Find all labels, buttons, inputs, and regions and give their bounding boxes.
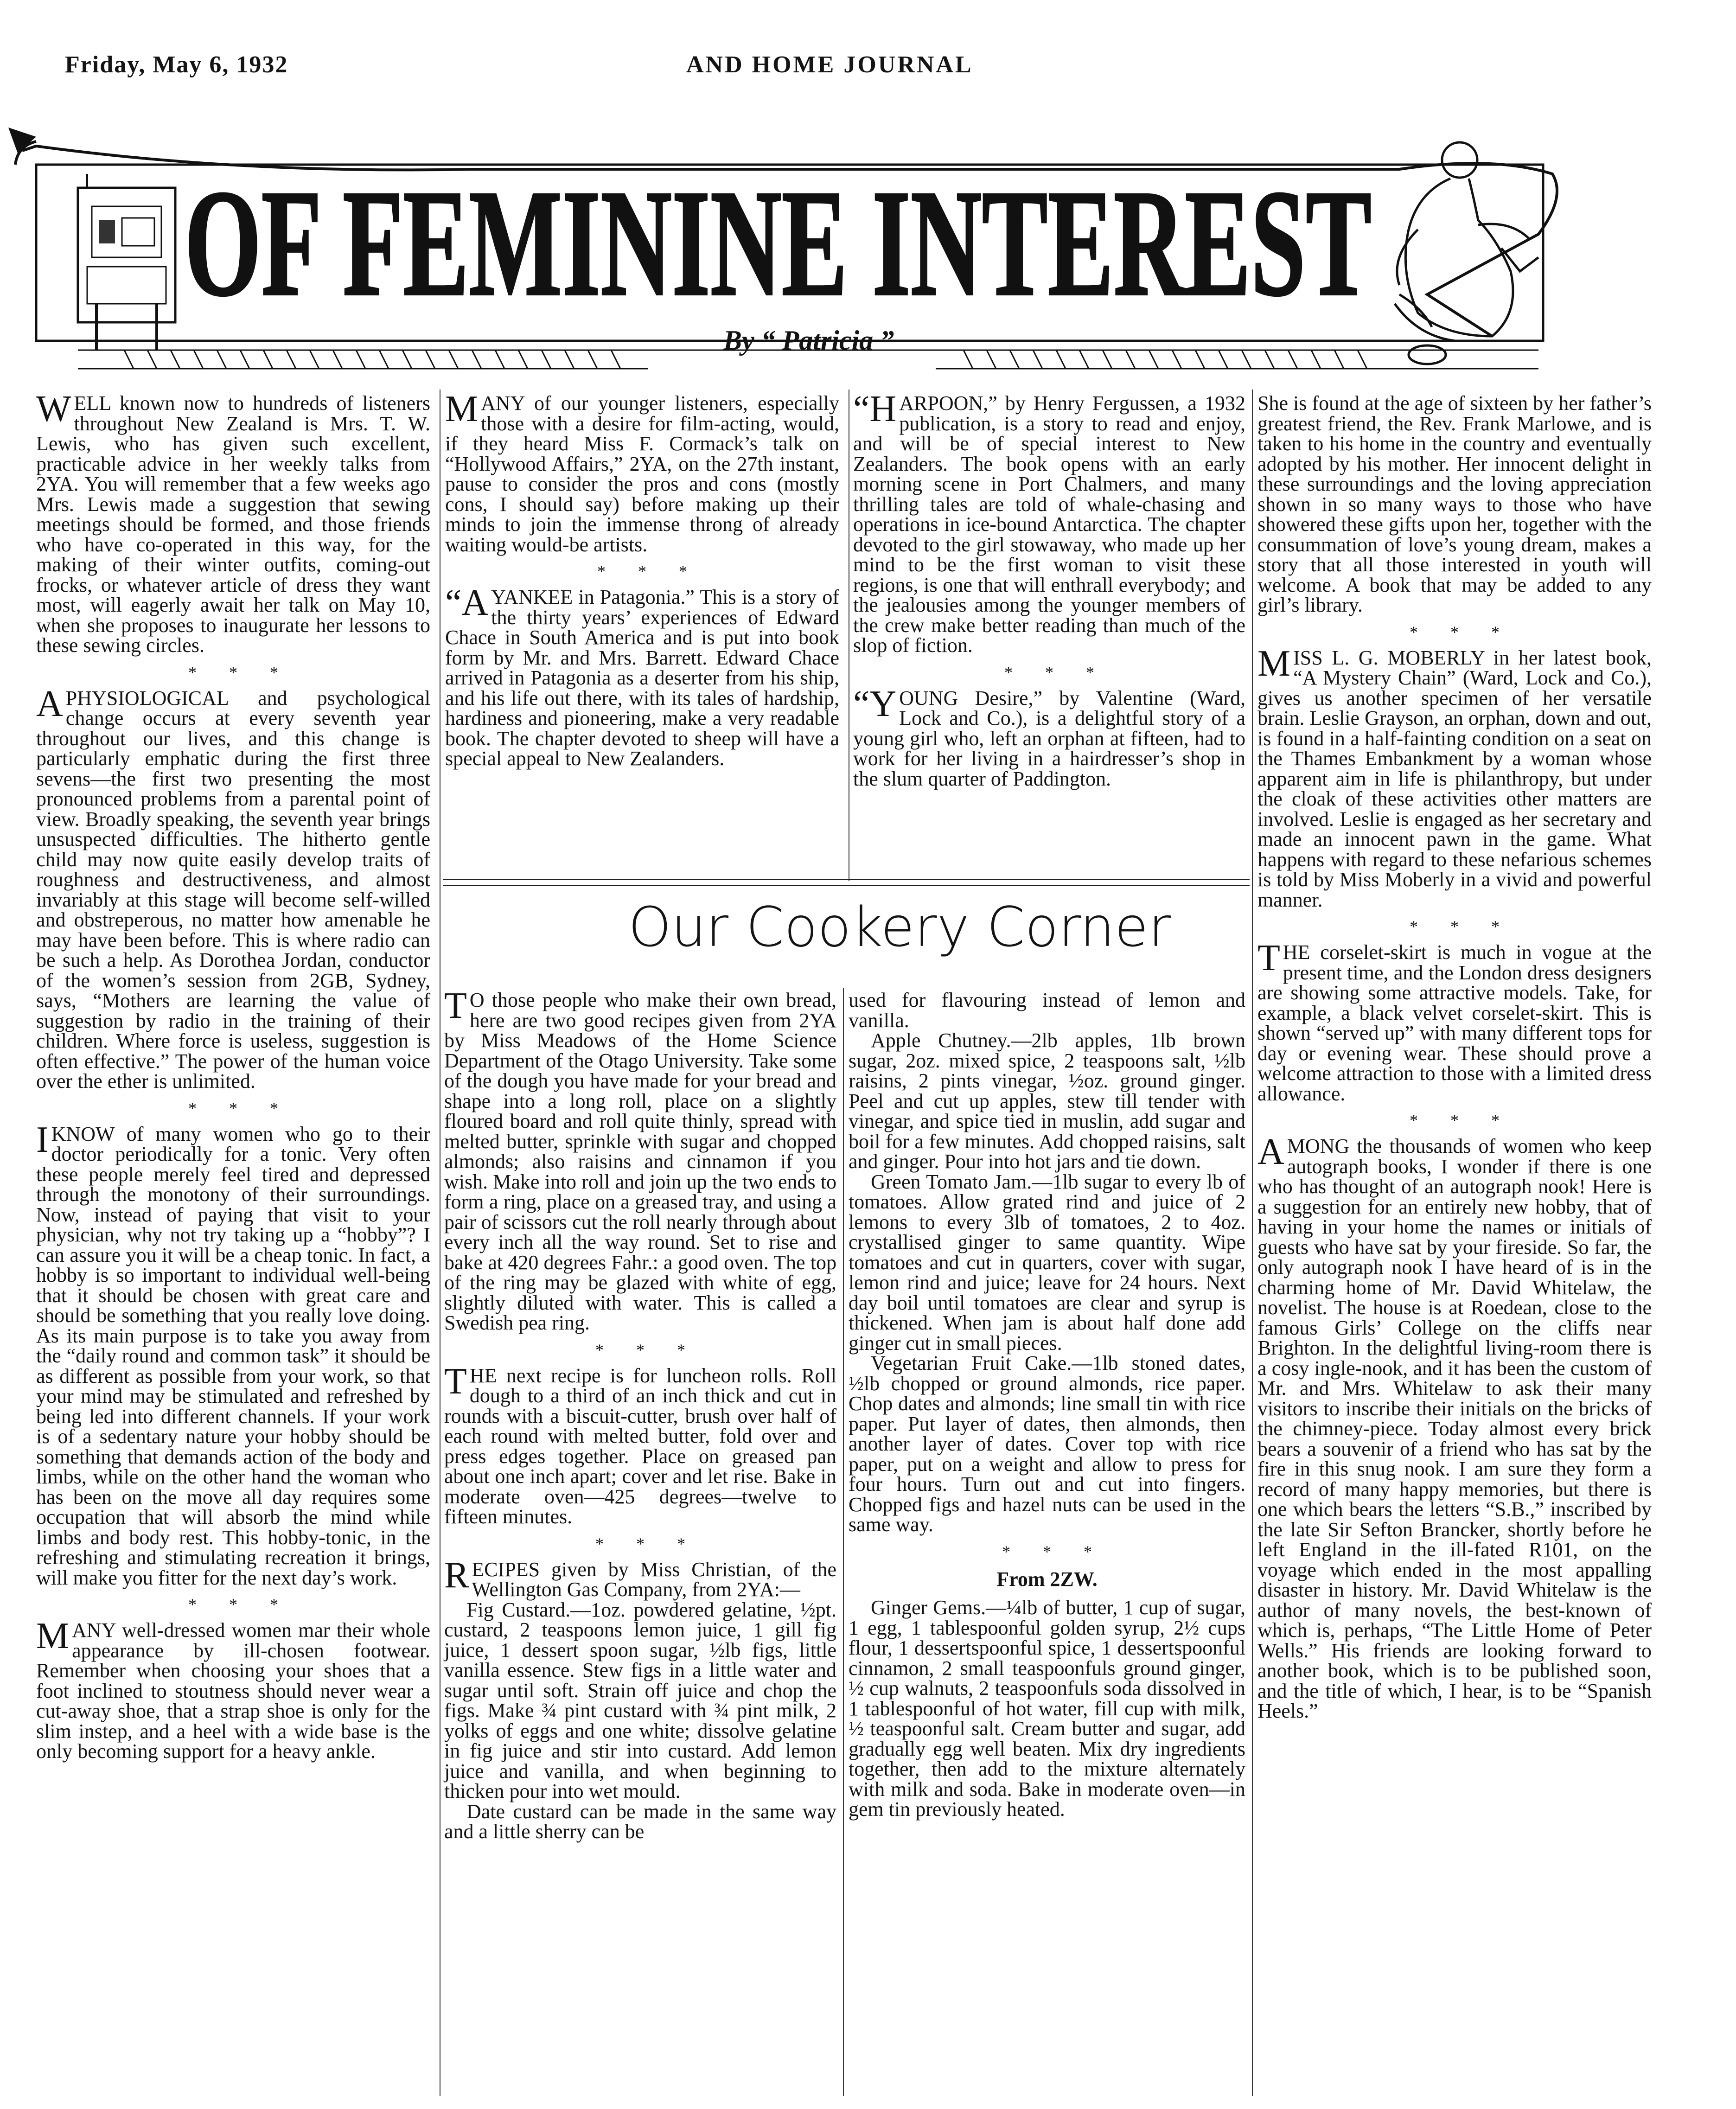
column-4 xyxy=(1257,393,1652,1721)
recipe-date-custard: Date custard can be made in the same way and a little sherry can be xyxy=(444,1800,836,1843)
title-letters xyxy=(185,159,1372,328)
article-footwear: MANY well-dressed women mar their whole appearance by ill-chosen footwear. Remember when choosing your shoes that a foot inclined to stoutness should never wear a cut-away shoe, that a strap shoe is only for the slim instep, and a heel with a wide base is the only becoming support for a heavy ankle. xyxy=(36,1616,430,1763)
article-seventh-year: APHYSIOLOGICAL and psychological change occurs at every seventh year throughout our lives, and this change is particularly emphatic during the first three sevens—the first two presenting the most pronounced problems from a parental point of view. Broadly speaking, the seventh year brings unsuspected difficulties. The hitherto gentle child may now quite easily develop traits of roughness and destructiveness, and almost invariably at this stage will become self-willed and obstreperous, no matter how amenable he may have been before. This is where radio can be such a help. As Dorothea Jordan, conductor of the women’s session from 2GB, Sydney, says, “Mothers are learning the value of suggestion by radio in the training of their children. Where force is useless, suggestion is often effective.” The power of the human voice over the ether is unlimited. xyxy=(36,683,430,1093)
recipe-fig-custard: Fig Custard.—1oz. powdered gelatine, ½pt. custard, 2 teaspoons lemon juice, 1 gill fig juice, 1 dessert spoon sugar, ½lb figs, little vanilla essence. Stew figs in a little water and sugar until soft. Strain off juice and chop the figs. Make ¾ pint custard with ¾ pint milk, 2 yolks of eggs and one white; dissolve gelatine in fig juice and stir into custard. Add lemon juice and vanilla, and when beginning to thicken pour into wet mould. xyxy=(444,1598,836,1802)
recipe-apple-chutney: Apple Chutney.—2lb apples, 1lb brown sugar, 2oz. mixed spice, 2 teaspoons salt, ½lb raisins, 2 pints vinegar, ½oz. ground ginger. Peel and cut up apples, stew till tender with vinegar, and spice tied in muslin, add sugar and boil for a few minutes. Add chopped raisins, salt and ginger. Pour into hot jars and tie down. xyxy=(849,1029,1245,1173)
article-hollywood-affairs: MANY of our younger listeners, especially those with a desire for film-acting, would, if they heard Miss F. Cormack’s talk on “Hollywood Affairs,” 2YA, on the 27th instant, pause to consider the pros and cons (mostly cons, I should say) before making up their minds to join the immense throng of already waiting would-be artists. xyxy=(445,389,839,556)
article-harpoon: “HARPOON,” by Henry Fergussen, a 1932 publication, is a story to read and enjoy, and will be of special interest to New Zealanders. The book opens with an early morning scene in Port Chalmers, and many thrilling tales are told of whale-chasing and operations in ice-bound Antarctica. The chapter devoted to the girl stowaway, who made up her mind to be the first woman to visit these regions, is one that will enthrall everybody; and the jealousies among the younger members of the crew make better reading than much of the slop of fiction. xyxy=(853,389,1245,657)
article-hobby-tonic: IKNOW of many women who go to their doctor periodically for a tonic. Very often these people merely feel tired and depressed through the monotony of their surroundings. Now, instead of paying that visit to your physician, why not try taking up a “hobby”? I can assure you it will be a cheap tonic. In fact, a hobby is so important to individual well-being that it should be chosen with great care and should be something that you really love doing. As its main purpose is to take you away from the “daily round and common task” it should be as different as possible from your work, so that your mind may be stimulated and refreshed by being led into different channels. If your work is of a sedentary nature your hobby should be something that demands action of the body and limbs, while on the other hand the woman who has been on the move all day requires some occupation that will absorb the mind while limbs and body rest. This hobby-tonic, in the refreshing and stimulating recreation it brings, will make you fitter for the next day’s work. xyxy=(36,1119,430,1589)
section-stars: *** xyxy=(595,1340,718,1359)
section-stars: *** xyxy=(1002,1542,1124,1561)
cookery-divider-rule xyxy=(443,879,1250,886)
article-yankee-patagonia: “AYANKEE in Patagonia.” This is a story of the thirty years’ experiences of Edward Chace in South America and is put into book form by Mr. and Mrs. Barrett. Edward Chace arrived in Patagonia as a deserter from his ship, and his life out there, with its tales of hardship, hardiness and pioneering, make a very readable book. The chapter devoted to sheep will have a special appeal to New Zealanders. xyxy=(445,582,839,770)
section-stars: *** xyxy=(188,1099,311,1118)
article-young-desire-cont: She is found at the age of sixteen by her father’s greatest friend, the Rev. Frank Marlowe, and is taken to his home in the country and eventually adopted by his mother. Her innocent delight in these surroundings and the loving appreciation shown in so many ways to those who have showered these gifts upon her, together with the consummation of love’s young dream, makes a story that all those interested in youth will welcome. A book that may be added to any girl’s library. xyxy=(1257,392,1652,616)
section-stars: *** xyxy=(1004,663,1127,682)
recipes-intro: RECIPES given by Miss Christian, of the Wellington Gas Company, from 2YA:— xyxy=(444,1554,836,1601)
header-date: Friday, May 6, 1932 xyxy=(65,51,288,78)
article-sewing-circles: WELL known now to hundreds of listeners throughout New Zealand is Mrs. T. W. Lewis, who has given such excellent, practicable advice in her weekly talks from 2YA. You will remember that a few weeks ago Mrs. Lewis made a suggestion that sewing meetings should be formed, and those friends who have co-operated in this way, for the making of their winter outfits, coming-out frocks, or whatever article of dress they want most, will eagerly await her talk on May 10, when she proposes to inaugurate her lessons to these sewing circles. xyxy=(36,389,430,657)
section-stars: *** xyxy=(188,663,311,682)
recipe-green-tomato-jam: Green Tomato Jam.—1lb sugar to every lb of tomatoes. Allow grated rind and juice of 2 lemons to every 3lb of tomatoes, 2 to 4oz. crystallised ginger to same quantity. Wipe tomatoes and cut in quarters, cover with sugar, lemon rind and juice; leave for 24 hours. Next day boil until tomatoes are clear and syrup is thickened. When jam is about half done add ginger cut in small pieces. xyxy=(849,1170,1245,1355)
article-mystery-chain: MISS L. G. MOBERLY in her latest book, “A Mystery Chain” (Ward, Lock and Co.), gives us another specimen of her versatile brain. Leslie Grayson, an orphan, down and out, is found in a half-fainting condition on a seat on the Thames Embankment by a woman whose apparent aim in life is philanthropy, but under the cloak of these activities other matters are involved. Leslie is engaged as her secretary and made an innocent pawn in the game. What happens with regard to these nefarious schemes is told by Miss Moberly in a vivid and powerful manner. xyxy=(1257,643,1652,911)
cookery-right-column xyxy=(849,990,1245,1820)
article-corselet-skirt: THE corselet-skirt is much in vogue at the present time, and the London dress designers are showing some attractive models. Take, for example, a black velvet corselet-skirt. This is shown “served up” with many different tops for day or evening wear. These should prove a welcome attraction to those with a limited dress allowance. xyxy=(1257,938,1652,1105)
recipe-fruit-cake: Vegetarian Fruit Cake.—1lb stoned dates, ½lb chopped or ground almonds, rice paper. Chop dates and almonds; line small tin with rice paper. Put layer of dates, then almonds, then another layer of dates. Cover top with rice paper, put on a weight and allow to press for four hours. Turn out and cut into fingers. Chopped figs and hazel nuts can be used in the same way. xyxy=(849,1352,1245,1536)
byline: By “ Patricia ” xyxy=(723,325,894,356)
recipe-ginger-gems: Ginger Gems.—¼lb of butter, 1 cup of sugar, 1 egg, 1 tablespoonful golden syrup, 2½ cups flour, 1 dessertspoonful spice, 1 dessertspoonful cinnamon, 2 small teaspoonfuls ground ginger, ½ cup walnuts, 2 teaspoonfuls soda dissolved in 1 tablespoonful of hot water, fill cup with milk, ½ teaspoonful salt. Cream butter and sugar, add gradually egg well beaten. Mix dry ingredients together, then add to the mixture alternately with milk and soda. Bake in moderate oven—in gem tin previously heated. xyxy=(849,1596,1245,1821)
seated-woman-illustration xyxy=(1395,142,1538,364)
header-paper-title: AND HOME JOURNAL xyxy=(686,51,973,78)
section-stars: *** xyxy=(1410,622,1532,641)
section-stars: *** xyxy=(188,1595,311,1614)
recipe-swedish-ring: T O those people who make their own bread, here are two good recipes given from 2YA by Miss Meadows of the Home Science Department of the Otago University. Take some of the dough you have made for your bread and shape into a long roll, place on a slightly floured board and roll quite thinly, spread with melted butter, sprinkle with sugar and chopped almonds; also raisins and cinnamon if you wish. Make into roll and join up the two ends to form a ring, place on a greased tray, and using a pair of scissors cut the roll nearly through about every inch all the way round. Set to rise and bake at 420 degrees Fahr.: a good oven. The top of the ring may be glazed with white of egg, slightly diluted with water. This is called a Swedish pea ring. xyxy=(444,985,836,1334)
recipe-luncheon-rolls: THE next recipe is for luncheon rolls. Roll dough to a third of an inch thick and cut in rounds with a biscuit-cutter, brush over half of each round with melted butter, fold over and press edges together. Place on greased pan about one inch apart; cover and let rise. Bake in moderate oven—425 degrees—twelve to fifteen minutes. xyxy=(444,1361,836,1528)
article-young-desire: “YOUNG Desire,” by Valentine (Ward, Lock and Co.), is a delightful story of a young girl who, left an orphan at fifteen, had to work for her living in a hairdresser’s shop in the slum quarter of Paddington. xyxy=(853,683,1245,790)
cookery-left-column xyxy=(444,985,836,1843)
column-2 xyxy=(445,389,839,770)
article-autograph-nook: AMONG the thousands of women who keep autograph books, I wonder if there is one who has thought of an autograph nook! Here is a suggestion for an entirely new hobby, that of having in your home the names or initials of guests who have sat by your fireside. So far, the only autograph nook I have heard of is in the charming home of Mr. David Whitelaw, the novelist. The house is at Roedean, close to the famous Girls’ College on the cliffs near Brighton. In the delightful living-room there is a cosy ingle-nook, and it has been the custom of Mr. and Mrs. Whitelaw to ask their many visitors to inscribe their initials on the bricks of the chimney-piece. Today almost every brick bears a souvenir of a friend who has sat by the fire in this snug nook. I am sure they form a record of many happy memories, but there is one which bears the letters “S.B.,” inscribed by the late Sir Sefton Brancker, shortly before he left England in the ill-fated R101, on the voyage which ended in the most appalling disaster in history. Mr. David Whitelaw is the author of many novels, the best-known of which is, perhaps, “The Little Home of Peter Wells.” His friends are looking forward to another book, which is to be published soon, and the title of which, I hear, is to be “Spanish Heels.” xyxy=(1257,1131,1652,1722)
cookery-corner-title: Our Cookery Corner xyxy=(628,895,1171,959)
svg-text:OF FEMININE INTEREST: OF FEMININE INTEREST xyxy=(185,159,1372,328)
column-3 xyxy=(853,389,1245,790)
column-1 xyxy=(36,389,430,1763)
recipe-flavouring: used for flavouring instead of lemon and vanilla. xyxy=(849,989,1245,1032)
section-stars: *** xyxy=(595,1534,718,1553)
section-stars: *** xyxy=(597,562,720,581)
column-divider xyxy=(843,988,844,2096)
section-stars: *** xyxy=(1410,917,1532,936)
column-divider xyxy=(1252,390,1253,2096)
subhead-2zw: From 2ZW. xyxy=(996,1567,1098,1591)
section-stars: *** xyxy=(1410,1111,1532,1130)
cabinet-radio-illustration xyxy=(78,174,175,350)
